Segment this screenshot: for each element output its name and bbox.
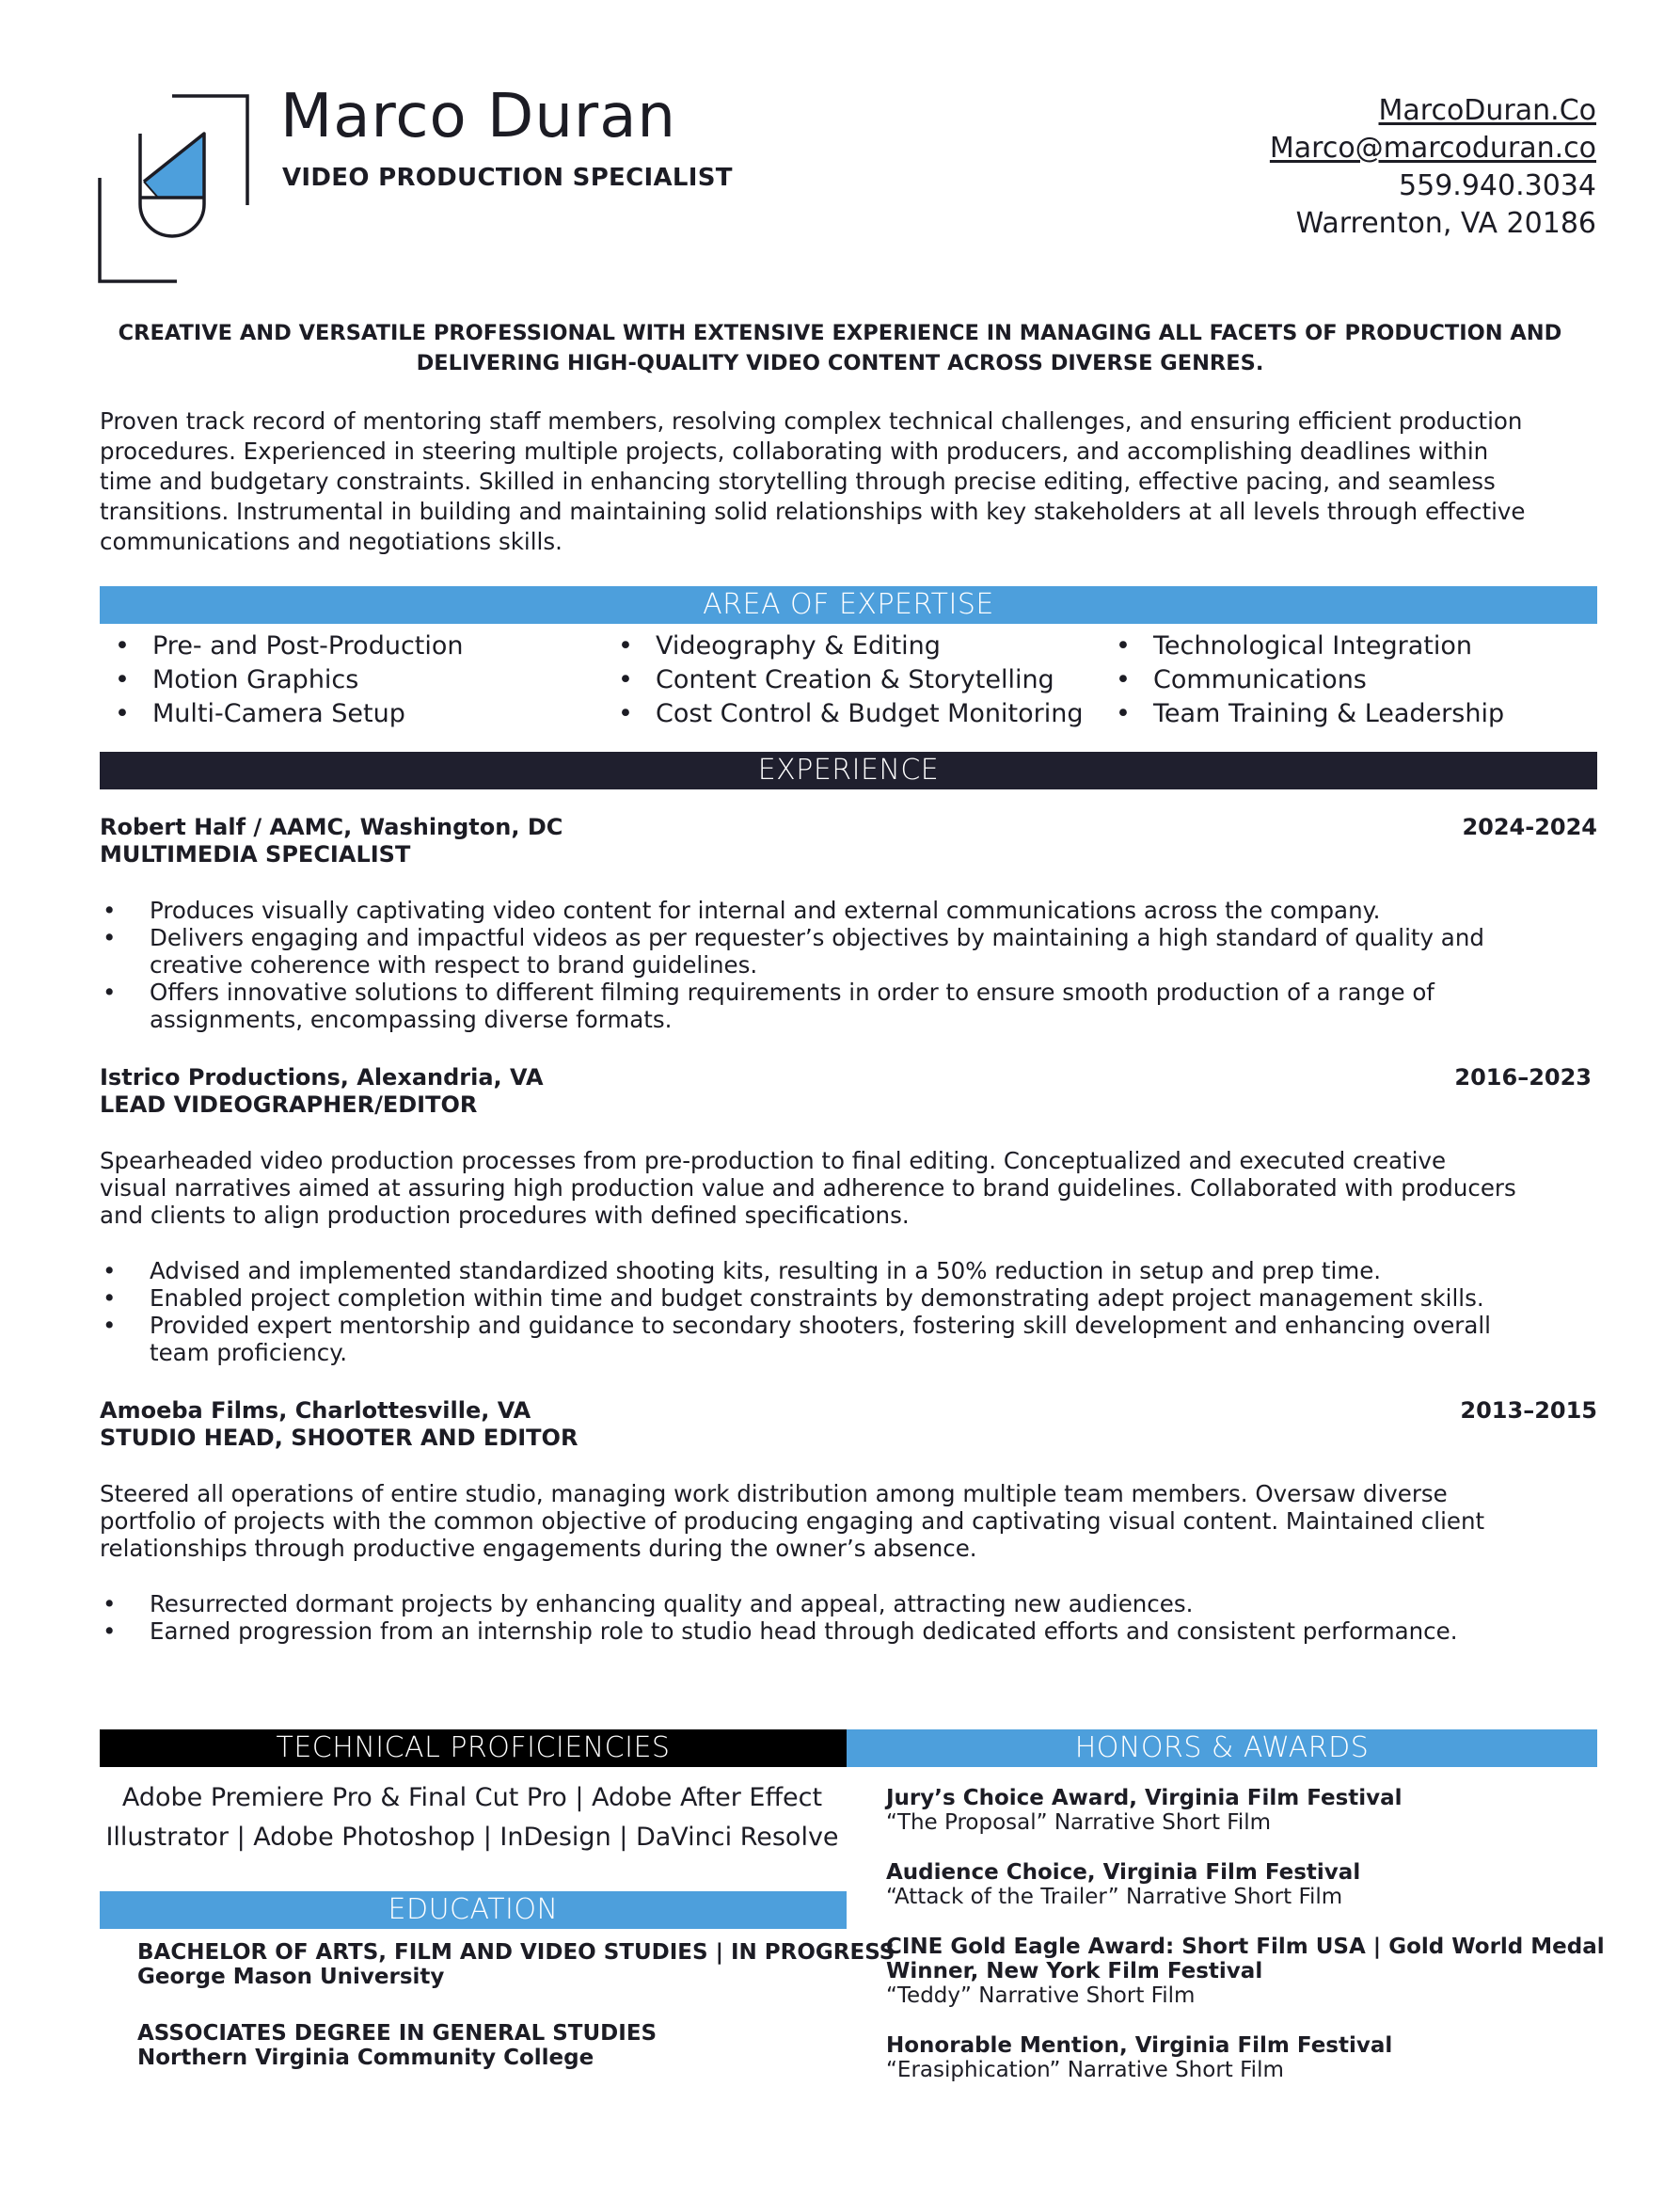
award-description: “Attack of the Trailer” Narrative Short Film: [886, 1885, 1343, 1909]
award-description: “Teddy” Narrative Short Film: [886, 1983, 1196, 2008]
bullet-icon: •: [103, 1284, 117, 1312]
list-item: • Delivers engaging and impactful videos as per requester’s objectives by maintaining a high standard of quality and creative coherence with respect to brand guidelines.: [103, 924, 1484, 979]
job-description: Spearheaded video production processes from pre-production to final editing. Conceptualized and executed creative visual narratives aimed at assuring high production value and adherence to brand guidelines. Collaborated with producers and clients to align production procedures with defined specifications.: [100, 1147, 1516, 1229]
list-item: • Produces visually captivating video content for internal and external communications across the company.: [103, 897, 1381, 924]
list-item: • Videography & Editing: [603, 629, 1084, 663]
bullet-icon: •: [103, 1257, 117, 1284]
school: Northern Virginia Community College: [137, 2046, 594, 2070]
headline: CREATIVE AND VERSATILE PROFESSIONAL WITH EXTENSIVE EXPERIENCE IN MANAGING ALL FACETS OF PRODUCTION AND DELIVERING HIGH-QUALITY VIDEO CONTENT ACROSS DIVERSE GENRES.: [118, 321, 1562, 375]
award-entry: [886, 1860, 1605, 1909]
list-item: • Enabled project completion within time and budget constraints by demonstrating adept project management skills.: [103, 1284, 1484, 1312]
list-item: • Offers innovative solutions to different filming requirements in order to ensure smooth production of a range of assignments, encompassing diverse formats.: [103, 979, 1434, 1033]
job-bullets: [100, 1257, 1597, 1366]
list-item: • Resurrected dormant projects by enhancing quality and appeal, attracting new audiences.: [103, 1590, 1194, 1617]
expertise-column-2: [603, 629, 1084, 731]
job-company: Istrico Productions, Alexandria, VA: [100, 1064, 544, 1091]
bullet-icon: •: [618, 631, 633, 661]
location: Warrenton, VA 20186: [1295, 207, 1596, 240]
degree: ASSOCIATES DEGREE IN GENERAL STUDIES: [137, 2021, 658, 2046]
job-bullets: [100, 1590, 1597, 1645]
honors-list: [886, 1786, 1605, 2108]
job-role: MULTIMEDIA SPECIALIST: [100, 841, 411, 868]
candidate-name: Marco Duran: [280, 82, 676, 151]
award-title: Honorable Mention, Virginia Film Festival: [886, 2033, 1393, 2058]
bullet-icon: •: [1116, 665, 1131, 694]
list-item: • Technological Integration: [1101, 629, 1504, 663]
skills-line: Adobe Premiere Pro & Final Cut Pro | Adobe After Effect: [121, 1783, 823, 1812]
education-list: [137, 1940, 895, 2102]
list-item: • Cost Control & Budget Monitoring: [603, 697, 1084, 731]
list-item: • Motion Graphics: [100, 663, 464, 697]
summary-line: procedures. Experienced in steering multiple projects, collaborating with producers, and accomplishing deadlines within: [100, 438, 1489, 465]
award-description: “The Proposal” Narrative Short Film: [886, 1810, 1272, 1835]
bullet-icon: •: [103, 1617, 117, 1645]
section-heading-honors: HONORS & AWARDS: [847, 1729, 1597, 1767]
award-entry: [886, 2033, 1605, 2082]
list-item: • Provided expert mentorship and guidance to secondary shooters, fostering skill development and enhancing overall team proficiency.: [103, 1312, 1491, 1366]
job-dates: 2013–2015: [1460, 1397, 1597, 1424]
phone-number: 559.940.3034: [1399, 169, 1596, 202]
skills-line: Illustrator | Adobe Photoshop | InDesign | DaVinci Resolve: [105, 1823, 839, 1852]
list-item: • Team Training & Leadership: [1101, 697, 1504, 731]
list-item: • Advised and implemented standardized shooting kits, resulting in a 50% reduction in setup and prep time.: [103, 1257, 1382, 1284]
bullet-icon: •: [103, 1312, 117, 1339]
job-bullets: [100, 897, 1597, 1033]
website-link[interactable]: MarcoDuran.Co: [1378, 94, 1596, 127]
section-heading-technical: TECHNICAL PROFICIENCIES: [100, 1729, 847, 1767]
award-title: Audience Choice, Virginia Film Festival: [886, 1860, 1361, 1885]
job-role: LEAD VIDEOGRAPHER/EDITOR: [100, 1091, 478, 1118]
job-role: STUDIO HEAD, SHOOTER AND EDITOR: [100, 1425, 578, 1451]
bullet-icon: •: [103, 924, 117, 951]
list-item: • Earned progression from an internship role to studio head through dedicated efforts and consistent performance.: [103, 1617, 1458, 1645]
bullet-icon: •: [115, 699, 130, 728]
section-heading-education: EDUCATION: [100, 1891, 847, 1929]
award-entry: [886, 1786, 1605, 1835]
job-dates: 2024-2024: [1462, 814, 1597, 840]
job-title: VIDEO PRODUCTION SPECIALIST: [282, 164, 733, 192]
job-description: Steered all operations of entire studio, managing work distribution among multiple team members. Oversaw diverse portfolio of projects with the common objective of producing engaging and captivating visual content. Maintained client relationships through productive engagements during the owner’s absence.: [100, 1480, 1485, 1562]
section-heading-experience: EXPERIENCE: [100, 752, 1597, 789]
summary-line: Proven track record of mentoring staff members, resolving complex technical challenges, and ensuring efficient production: [100, 407, 1523, 435]
expertise-column-1: [100, 629, 464, 731]
degree: BACHELOR OF ARTS, FILM AND VIDEO STUDIES | IN PROGRESS: [137, 1940, 895, 1965]
bullet-icon: •: [103, 979, 117, 1006]
award-title: Winner, New York Film Festival: [886, 1959, 1263, 1983]
list-item: • Pre- and Post-Production: [100, 629, 464, 663]
bullet-icon: •: [103, 897, 117, 924]
education-entry: [137, 2021, 895, 2070]
education-entry: [137, 1940, 895, 1989]
summary-line: transitions. Instrumental in building and maintaining solid relationships with key stakeholders at all levels through effective: [100, 498, 1526, 525]
award-description: “Erasiphication” Narrative Short Film: [886, 2058, 1284, 2082]
list-item: • Multi-Camera Setup: [100, 697, 464, 731]
bullet-icon: •: [1116, 699, 1131, 728]
technical-skills: [100, 1778, 845, 1857]
list-item: • Communications: [1101, 663, 1504, 697]
bullet-icon: •: [618, 699, 633, 728]
summary-line: communications and negotiations skills.: [100, 528, 563, 555]
job-company: Robert Half / AAMC, Washington, DC: [100, 814, 563, 840]
summary: [100, 406, 1595, 557]
section-heading-expertise: AREA OF EXPERTISE: [100, 586, 1597, 624]
list-item: • Content Creation & Storytelling: [603, 663, 1084, 697]
school: George Mason University: [137, 1965, 445, 1989]
job-dates: 2016–2023: [1454, 1064, 1592, 1091]
job-entry: [100, 1063, 1597, 1366]
job-entry: [100, 1396, 1597, 1645]
award-title: CINE Gold Eagle Award: Short Film USA | Gold World Medal: [886, 1935, 1605, 1959]
summary-line: time and budgetary constraints. Skilled in enhancing storytelling through precise editing, effective pacing, and seamless: [100, 468, 1496, 495]
bullet-icon: •: [618, 665, 633, 694]
brand-logo-icon: [94, 94, 254, 287]
bullet-icon: •: [1116, 631, 1131, 661]
bullet-icon: •: [103, 1590, 117, 1617]
expertise-column-3: [1101, 629, 1504, 731]
award-entry: [886, 1935, 1605, 2008]
bullet-icon: •: [115, 631, 130, 661]
job-company: Amoeba Films, Charlottesville, VA: [100, 1397, 531, 1424]
email-link[interactable]: Marco@marcoduran.co: [1269, 132, 1596, 165]
award-title: Jury’s Choice Award, Virginia Film Festival: [886, 1786, 1403, 1810]
bullet-icon: •: [115, 665, 130, 694]
contact-block: [1270, 92, 1596, 243]
job-entry: [100, 813, 1597, 1033]
